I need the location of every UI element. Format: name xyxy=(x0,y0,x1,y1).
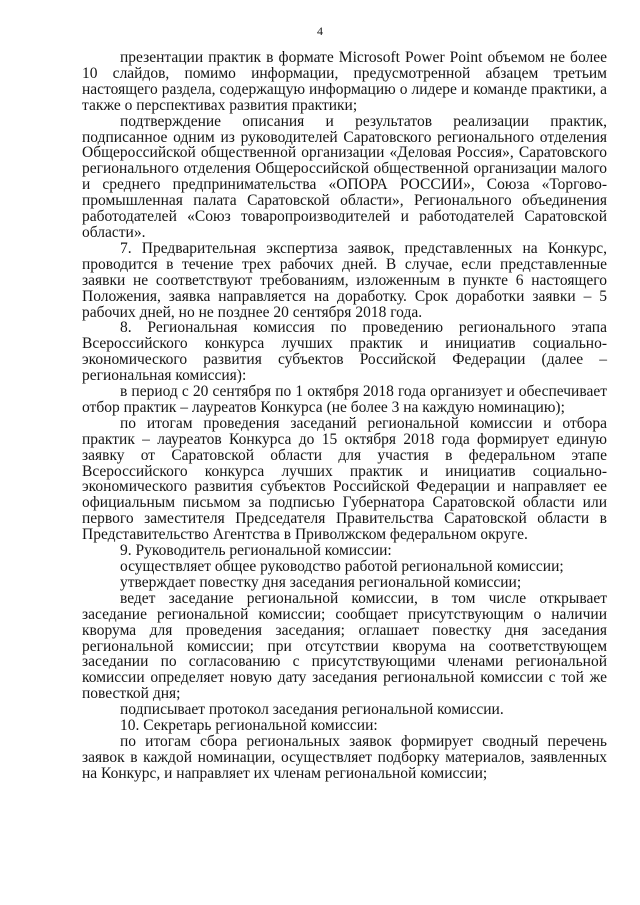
paragraph-section-7-preliminary-review: 7. Предварительная экспертиза заявок, представленных на Конкурс, проводится в течение трех рабочих дней. В случае, если представленные заявки не соответствуют требованиям, изложенным в пункте 6 настоящего Положения, заявка направляется на доработку. Срок доработки заявки – 5 рабочих дней, но не позднее 20 сентября 2018 года. xyxy=(82,239,607,321)
paragraph-head-conducts-meeting: ведет заседание региональной комиссии, в том числе открывает заседание региональной комиссии; сообщает присутствующим о наличии кворума для проведения заседания; оглашает повестку дня заседания региональной комиссии; при отсутствии кворума на соответствующем заседании по согласованию с присутствующими членами региональной комиссии определяет новую дату заседания региональной комиссии с той же повесткой дня; xyxy=(82,589,607,703)
paragraph-commission-unified-application: по итогам проведения заседаний региональной комиссии и отбора практик – лауреатов Конкурса до 15 октября 2018 года формирует единую заявку от Саратовской области для участия в федеральном этапе Всероссийского конкурса лучших практик и инициатив социально-экономического развития субъектов Российской Федерации и направляет ее официальным письмом за подписью Губернатора Саратовской области или первого заместителя Председателя Правительства Саратовской области в Представительство Агентства в Приволжском федеральном округе. xyxy=(82,414,607,544)
paragraph-head-general-management: осуществляет общее руководство работой региональной комиссии; xyxy=(120,558,564,575)
page-number: 4 xyxy=(317,24,323,38)
paragraph-section-8-regional-commission: 8. Региональная комиссия по проведению регионального этапа Всероссийского конкурса лучших практик и инициатив социально-экономического развития субъектов Российской Федерации (далее – региональная комиссия): xyxy=(82,319,607,385)
paragraph-secretary-duties: по итогам сбора региональных заявок формирует сводный перечень заявок в каждой номинации, осуществляет подборку материалов, заявленных на Конкурс, и направляет их членам региональной комиссии; xyxy=(82,732,607,782)
paragraph-section-9-commission-head: 9. Руководитель региональной комиссии: xyxy=(120,542,392,560)
paragraph-commission-selection: в период с 20 сентября по 1 октября 2018 года организует и обеспечивает отбор практик – лауреатов Конкурса (не более 3 на каждую номинацию); xyxy=(82,383,607,416)
paragraph-head-approves-agenda: утверждает повестку дня заседания региональной комиссии; xyxy=(120,573,522,591)
document-body xyxy=(82,50,607,782)
paragraph-head-signs-protocol: подписывает протокол заседания региональной комиссии. xyxy=(120,701,504,719)
paragraph-section-10-secretary: 10. Секретарь региональной комиссии: xyxy=(120,717,378,735)
paragraph-presentation-requirement: презентации практик в формате Microsoft Power Point объемом не более 10 слайдов, помимо информации, предусмотренной абзацем третьим настоящего раздела, содержащую информацию о лидере и команде практики, а также о перспективах развития практики; xyxy=(82,49,607,114)
paragraph-confirmation-requirement: подтверждение описания и результатов реализации практик, подписанное одним из руководителей Саратовского регионального отделения Общероссийской общественной организации «Деловая Россия», Саратовского регионального отделения Общероссийской общественной организации малого и среднего предпринимательства «ОПОРА РОССИИ», Союза «Торгово-промышленная палата Саратовской области», Регионального объединения работодателей «Союз товаропроизводителей и работодателей Саратовской области». xyxy=(82,112,607,241)
